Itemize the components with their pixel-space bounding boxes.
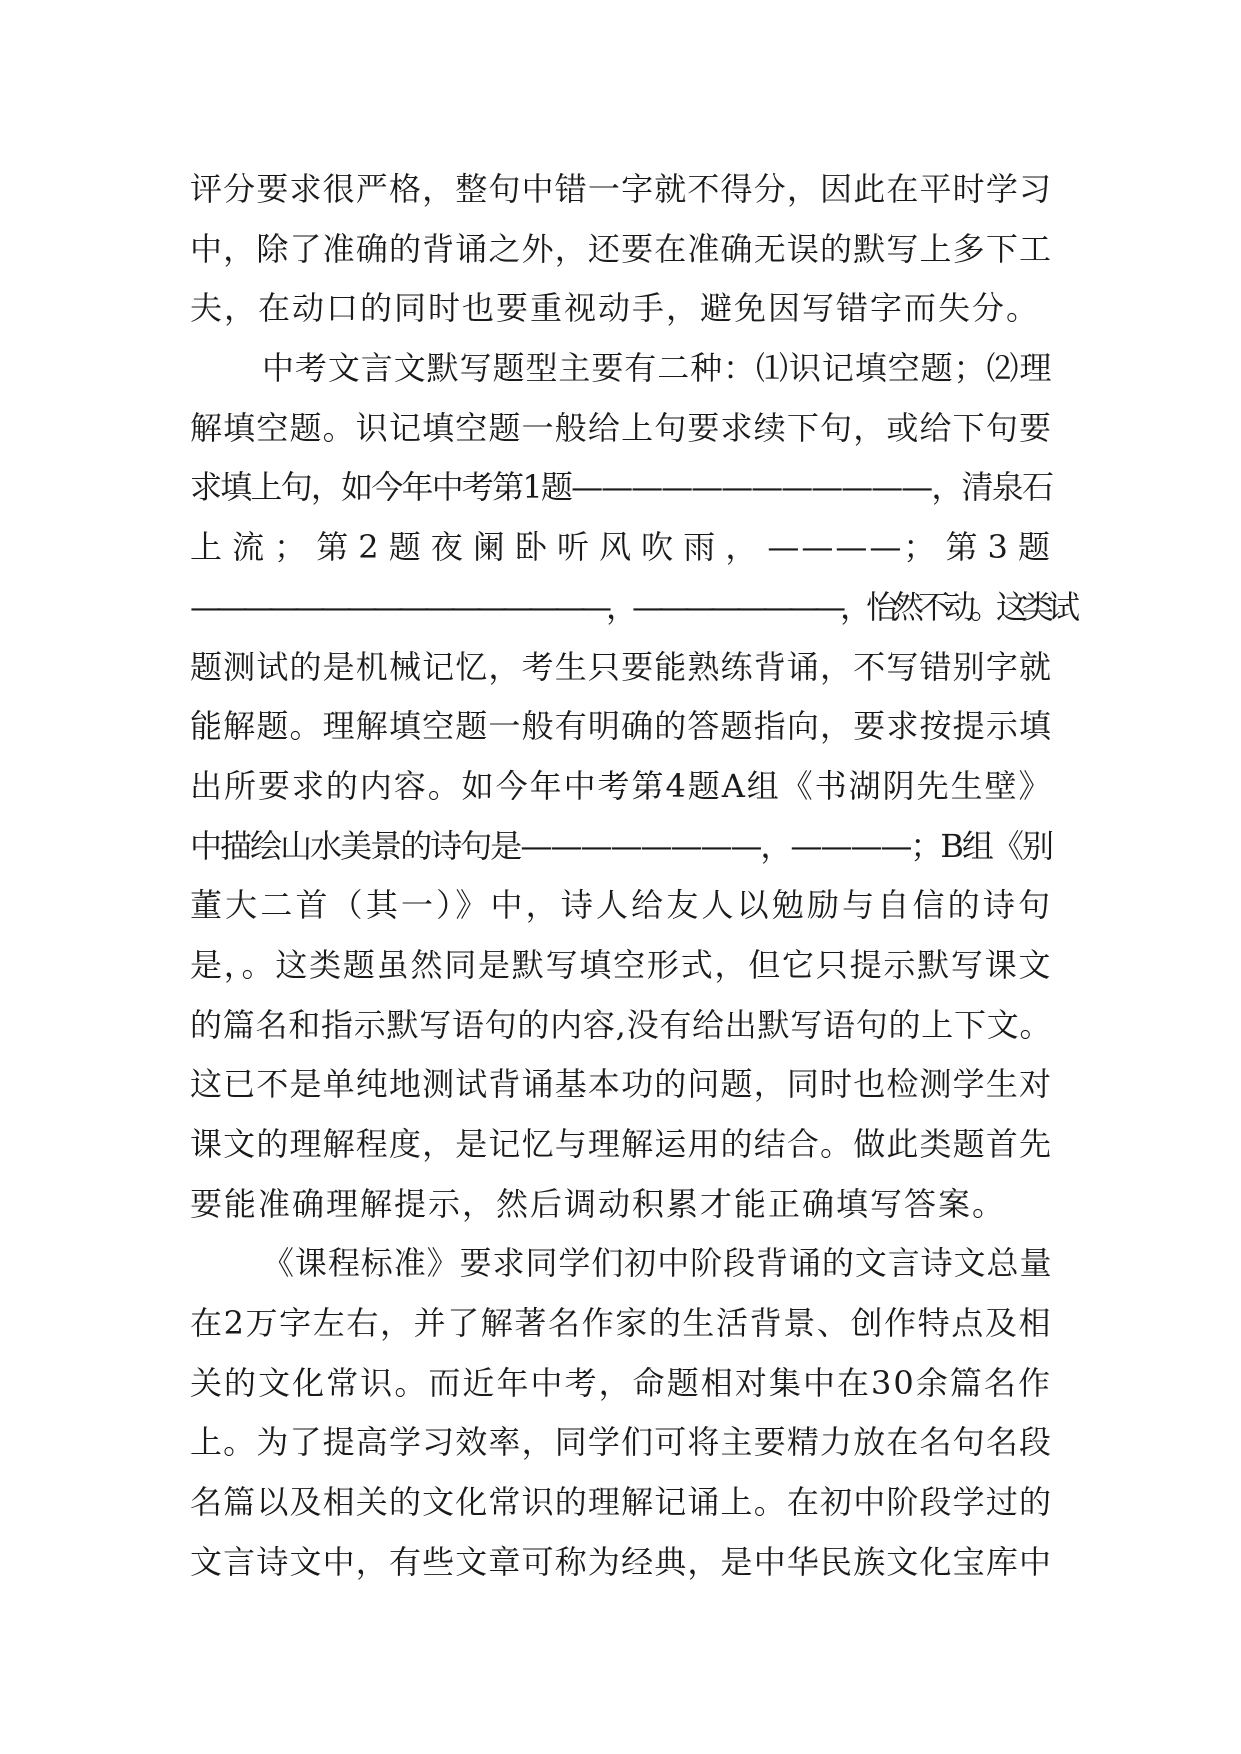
text-line: 名篇以及相关的文化常识的理解记诵上。在初中阶段学过的 bbox=[190, 1483, 1052, 1522]
paragraph-start-line: 《课程标准》要求同学们初中阶段背诵的文言诗文总量 bbox=[262, 1244, 1052, 1283]
text-line: 关的文化常识。而近年中考，命题相对集中在30余篇名作 bbox=[190, 1363, 1052, 1402]
text-line: 这已不是单纯地测试背诵基本功的问题，同时也检测学生对 bbox=[190, 1065, 1052, 1104]
text-line: 上流；第2题夜阑卧听风吹雨，————；第3题 bbox=[190, 528, 1052, 567]
paragraph-start-line: 中考文言文默写题型主要有二种：⑴识记填空题；⑵理 bbox=[262, 349, 1052, 388]
text-line: 求填上句，如今年中考第1题————————————，清泉石 bbox=[190, 468, 1052, 507]
text-line: 课文的理解程度，是记忆与理解运用的结合。做此类题首先 bbox=[190, 1125, 1052, 1163]
text-line: 文言诗文中，有些文章可称为经典，是中华民族文化宝库中 bbox=[190, 1542, 1052, 1581]
text-line: 夫，在动口的同时也要重视动手，避免因写错字而失分。 bbox=[190, 289, 1041, 328]
text-line: 能解题。理解填空题一般有明确的答题指向，要求按提示填 bbox=[190, 707, 1052, 746]
text-line: 中，除了准确的背诵之外，还要在准确无误的默写上多下工 bbox=[190, 229, 1052, 268]
text-line: 董大二首（其一）》中，诗人给友人以勉励与自信的诗句 bbox=[190, 886, 1052, 925]
text-line: 在2万字左右，并了解著名作家的生活背景、创作特点及相 bbox=[190, 1304, 1052, 1343]
document-body bbox=[190, 160, 1075, 1593]
text-line: 题测试的是机械记忆，考生只要能熟练背诵，不写错别字就 bbox=[190, 647, 1052, 686]
text-line: 中描绘山水美景的诗句是————————，————；B组《别 bbox=[190, 826, 1052, 865]
text-line: 的篇名和指示默写语句的内容,没有给出默写语句的上下文。 bbox=[190, 1005, 1052, 1044]
text-line: 要能准确理解提示，然后调动积累才能正确填写答案。 bbox=[190, 1184, 1007, 1223]
text-line: 出所要求的内容。如今年中考第4题A组《书湖阴先生壁》 bbox=[190, 766, 1052, 805]
text-line: 评分要求很严格，整句中错一字就不得分，因此在平时学习 bbox=[190, 170, 1052, 208]
text-line: 上。为了提高学习效率，同学们可将主要精力放在名句名段 bbox=[190, 1423, 1052, 1462]
text-line: 解填空题。识记填空题一般给上句要求续下句，或给下句要 bbox=[190, 408, 1052, 447]
text-line: 是，。这类题虽然同是默写填空形式，但它只提示默写课文 bbox=[190, 945, 1052, 984]
text-line: ————————————————，————————，怡然不动。这类试 bbox=[190, 587, 1075, 626]
